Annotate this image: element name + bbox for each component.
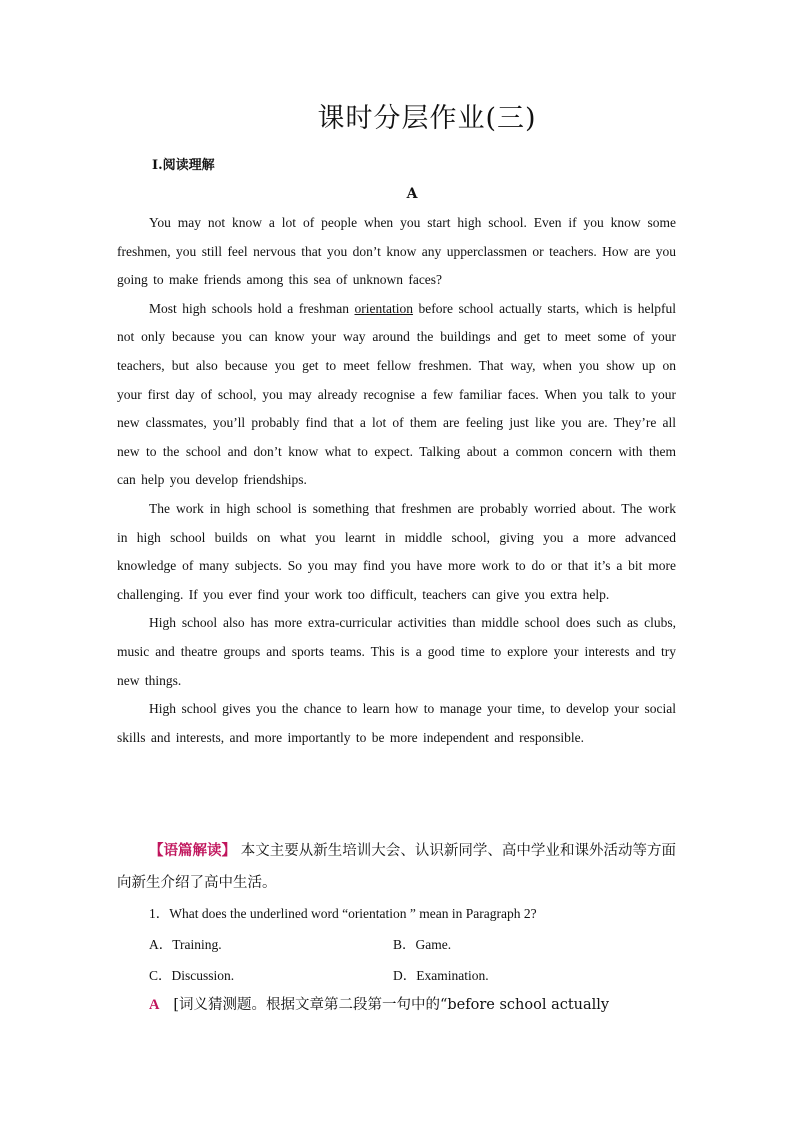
answer-text: [词义猜测题。根据文章第二段第一句中的“before school actually <box>173 997 610 1013</box>
paragraph-2-after: before school actually starts, which is helpful not only because you can know your way around the buildings and get to meet some of your teachers, but also because you get to meet fellow freshmen. That way, when you show up on your first day of school, you may already recognise a few familiar faces. When you talk to your new classmates, you’ll probably find that a lot of them are feeling just like you are. They’re all new to the school and don’t know what to expect. Talking about a common concern with them can help you develop friendships. <box>117 300 677 488</box>
passage-letter: A <box>406 186 418 202</box>
paragraph-4: High school also has more extra-curricular activities than middle school does such as clubs, music and theatre groups and sports teams. This is a good time to explore your interests and try new things. <box>117 615 676 688</box>
paragraph-3: The work in high school is something that freshmen are probably worried about. The work in high school builds on what you learnt in middle school, giving you a more advanced knowledge of many subjects. So you may find you have more work to do or that it’s a bit more challenging. If you ever find your work too difficult, teachers can give you extra help. <box>117 500 676 602</box>
paragraph-2 <box>117 295 676 495</box>
option-c: C．Discussion. <box>149 968 235 983</box>
paragraph-2-before: Most high schools hold a freshman <box>149 300 349 316</box>
page-title: 课时分层作业(三) <box>317 103 537 134</box>
answer-1 <box>117 993 676 1014</box>
section-label: Ⅰ.阅读理解 <box>152 158 215 173</box>
passage-body <box>117 209 676 752</box>
analysis-tag: 【语篇解读】 <box>149 842 237 859</box>
question-1-stem: 1．What does the underlined word “orientation ” mean in Paragraph 2? <box>149 906 537 921</box>
option-d: D．Examination. <box>393 968 489 983</box>
underlined-word: orientation <box>354 300 413 316</box>
passage-analysis <box>117 835 676 899</box>
answer-letter: A <box>149 997 160 1013</box>
option-a: A．Training. <box>149 937 222 952</box>
paragraph-5: High school gives you the chance to learn how to manage your time, to develop your social skills and interests, and more importantly to be more independent and responsible. <box>117 701 676 745</box>
analysis-text: 本文主要从新生培训大会、认识新同学、高中学业和课外活动等方面向新生介绍了高中生活。 <box>117 843 677 891</box>
option-b: B．Game. <box>393 937 452 952</box>
paragraph-1: You may not know a lot of people when you start high school. Even if you know some freshmen, you still feel nervous that you don’t know any upperclassmen or teachers. How are you going to make friends among this sea of unknown faces? <box>117 215 676 288</box>
